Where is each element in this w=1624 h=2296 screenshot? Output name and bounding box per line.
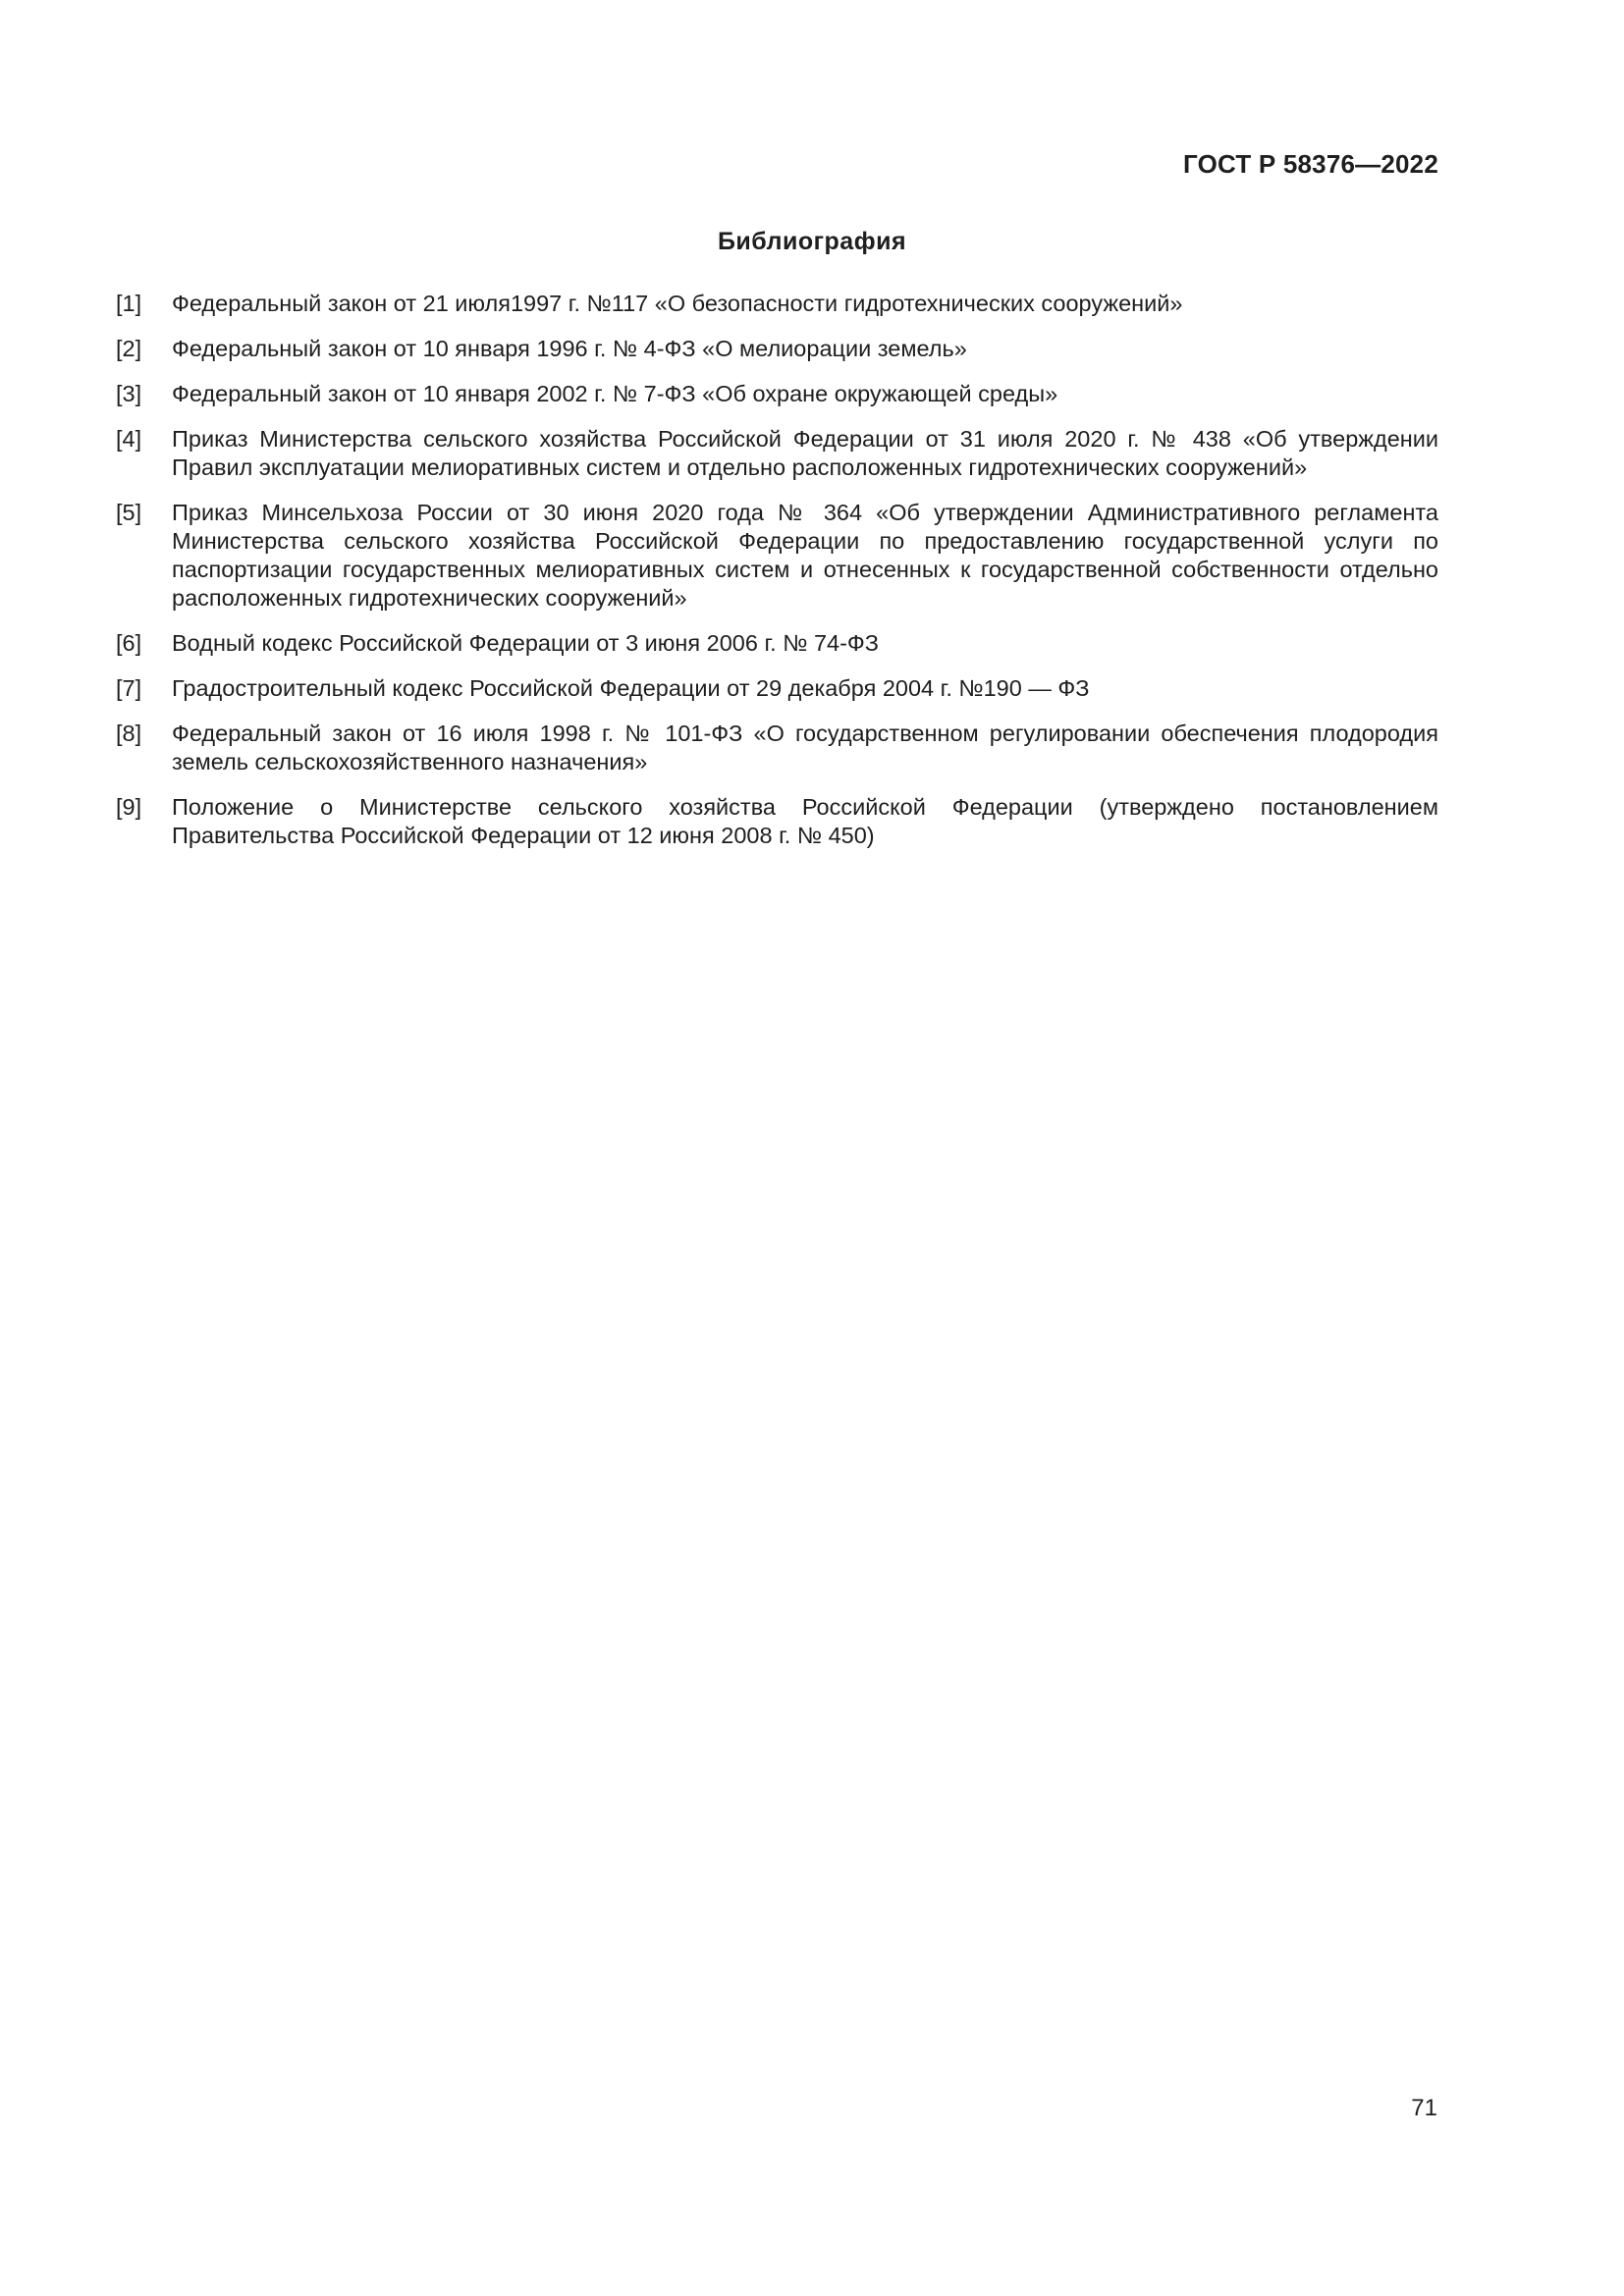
bibliography-item	[116, 380, 1438, 408]
bibliography-title: Библиография	[717, 228, 907, 255]
reference-number: [5]	[116, 500, 142, 525]
reference-text: Федеральный закон от 21 июля1997 г. №117 «О безопасности гидротехнических сооружений»	[172, 291, 1183, 316]
bibliography-item	[116, 674, 1438, 703]
reference-number: [6]	[116, 630, 142, 656]
reference-number: [8]	[116, 721, 142, 746]
bibliography-item	[116, 629, 1438, 658]
reference-text: Федеральный закон от 16 июля 1998 г. № 101-ФЗ «О государственном регулировании обеспечения плодородия земель сельскохозяйственного назначения»	[172, 721, 1438, 774]
reference-text: Водный кодекс Российской Федерации от 3 июня 2006 г. № 74-ФЗ	[172, 630, 879, 656]
bibliography-item	[116, 425, 1438, 482]
reference-text: Федеральный закон от 10 января 2002 г. № 7-ФЗ «Об охране окружающей среды»	[172, 381, 1058, 406]
bibliography-item	[116, 290, 1438, 318]
bibliography-item	[116, 499, 1438, 613]
reference-text: Градостроительный кодекс Российской Федерации от 29 декабря 2004 г. №190 — ФЗ	[172, 675, 1090, 701]
reference-number: [3]	[116, 381, 142, 406]
bibliography-item	[116, 335, 1438, 363]
bibliography-item	[116, 720, 1438, 776]
bibliography-list	[116, 290, 1438, 867]
reference-number: [4]	[116, 426, 142, 452]
reference-text: Приказ Минсельхоза России от 30 июня 2020 года № 364 «Об утверждении Административного регламента Министерства сельского хозяйства Российской Федерации по предоставлению государственной услуги по паспортизации государственных мелиоративных систем и отнесенных к государственной собственности отдельно расположенных гидротехнических сооружений»	[172, 500, 1438, 611]
bibliography-item	[116, 793, 1438, 850]
reference-text: Положение о Министерстве сельского хозяйства Российской Федерации (утверждено постановлением Правительства Российской Федерации от 12 июня 2008 г. № 450)	[172, 794, 1438, 848]
reference-number: [2]	[116, 336, 142, 361]
page-number: 71	[1411, 2095, 1437, 2121]
reference-text: Федеральный закон от 10 января 1996 г. № 4-ФЗ «О мелиорации земель»	[172, 336, 967, 361]
reference-text: Приказ Министерства сельского хозяйства Российской Федерации от 31 июля 2020 г. № 438 «Об утверждении Правил эксплуатации мелиоративных систем и отдельно расположенных гидротехнических сооружений»	[172, 426, 1438, 480]
reference-number: [9]	[116, 794, 142, 820]
document-code: ГОСТ Р 58376—2022	[1183, 149, 1438, 179]
reference-number: [7]	[116, 675, 142, 701]
reference-number: [1]	[116, 291, 142, 316]
